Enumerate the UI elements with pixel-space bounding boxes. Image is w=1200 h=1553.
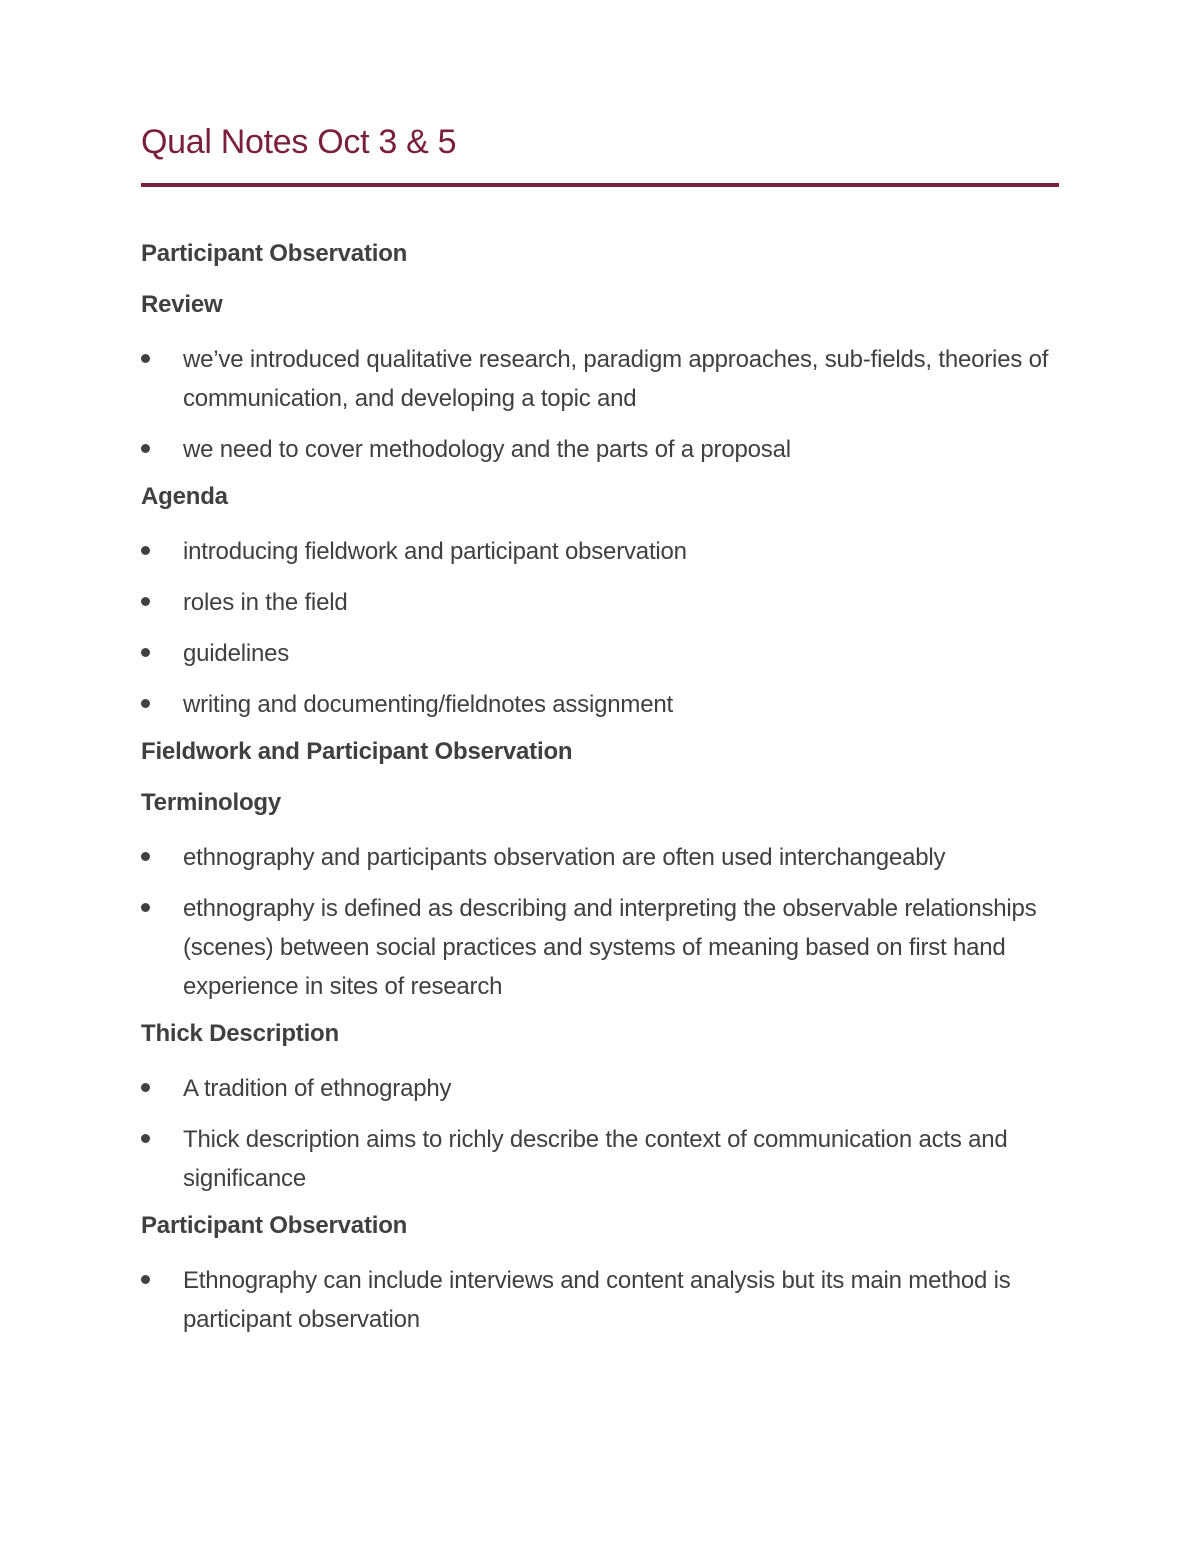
bullet-icon bbox=[141, 546, 150, 555]
bullet-list bbox=[141, 1261, 1059, 1339]
list-item-text: guidelines bbox=[183, 640, 290, 667]
list-item-text: we need to cover methodology and the parts of a proposal bbox=[183, 436, 791, 463]
bullet-icon bbox=[141, 903, 150, 912]
bullet-icon bbox=[141, 699, 150, 708]
list-item-text: Ethnography can include interviews and content analysis but its main method is participant observation bbox=[183, 1267, 1011, 1333]
title-divider bbox=[141, 183, 1059, 187]
bullet-icon bbox=[141, 1083, 150, 1092]
bullet-list bbox=[141, 1069, 1059, 1198]
bullet-list bbox=[141, 838, 1059, 1006]
bullet-icon bbox=[141, 1134, 150, 1143]
bullet-icon bbox=[141, 444, 150, 453]
section-heading: Participant Observation bbox=[141, 240, 408, 267]
section-heading: Terminology bbox=[141, 789, 282, 816]
list-item bbox=[141, 634, 1059, 673]
list-item-text: writing and documenting/fieldnotes assignment bbox=[183, 691, 673, 718]
list-item-text: we’ve introduced qualitative research, paradigm approaches, sub-fields, theories of communication, and developing a topic and bbox=[183, 346, 1049, 412]
bullet-list bbox=[141, 532, 1059, 724]
bullet-icon bbox=[141, 648, 150, 657]
document-page bbox=[141, 120, 1059, 1351]
document-title: Qual Notes Oct 3 & 5 bbox=[141, 123, 457, 161]
list-item-text: introducing fieldwork and participant observation bbox=[183, 538, 687, 565]
list-item-text: ethnography and participants observation are often used interchangeably bbox=[183, 844, 946, 871]
list-item bbox=[141, 1069, 1059, 1108]
section-heading: Fieldwork and Participant Observation bbox=[141, 738, 573, 765]
list-item bbox=[141, 583, 1059, 622]
bullet-icon bbox=[141, 597, 150, 606]
list-item bbox=[141, 430, 1059, 469]
list-item-text: Thick description aims to richly describe the context of communication acts and significance bbox=[183, 1126, 1008, 1192]
bullet-list bbox=[141, 340, 1059, 469]
list-item-text: ethnography is defined as describing and interpreting the observable relationships (scenes) between social practices and systems of meaning based on first hand experience in sites of research bbox=[183, 895, 1037, 1000]
section-heading: Review bbox=[141, 291, 223, 318]
bullet-icon bbox=[141, 354, 150, 363]
section-heading: Agenda bbox=[141, 483, 228, 510]
list-item bbox=[141, 340, 1059, 418]
list-item bbox=[141, 1261, 1059, 1339]
list-item bbox=[141, 889, 1059, 1006]
list-item-text: A tradition of ethnography bbox=[183, 1075, 452, 1102]
bullet-icon bbox=[141, 852, 150, 861]
list-item bbox=[141, 685, 1059, 724]
list-item bbox=[141, 532, 1059, 571]
list-item bbox=[141, 838, 1059, 877]
section-heading: Participant Observation bbox=[141, 1212, 408, 1239]
bullet-icon bbox=[141, 1275, 150, 1284]
section-heading: Thick Description bbox=[141, 1020, 339, 1047]
list-item bbox=[141, 1120, 1059, 1198]
list-item-text: roles in the field bbox=[183, 589, 348, 616]
